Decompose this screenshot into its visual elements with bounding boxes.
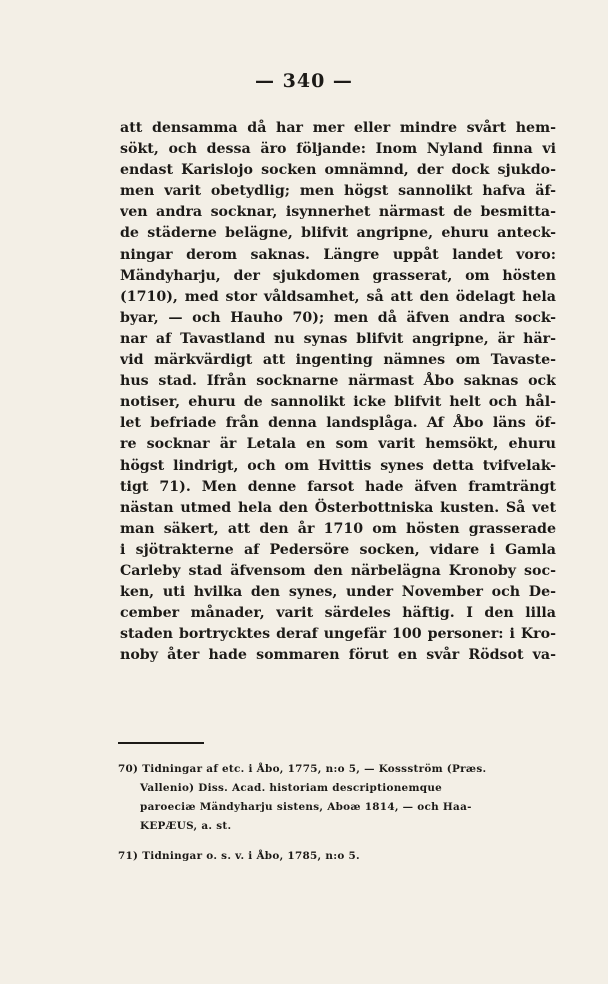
text-line: noby åter hade sommaren förut en svår Rödsot va- [120,647,556,664]
page-number: — 340 — [255,70,353,92]
text-line: högst lindrigt, och om Hvittis synes detta tvifvelak- [120,457,556,474]
text-line: vid märkvärdigt att ingenting nämnes om Tavaste- [120,352,556,369]
text-line: tigt 71). Men denne farsot hade äfven framträngt [120,478,556,495]
text-line: re socknar är Letala en som varit hemsökt, ehuru [120,436,556,453]
footnote-70-line: 70) Tidningar af etc. i Åbo, 1775, n:o 5, — Kossström (Præs. [118,763,487,775]
text-line: cember månader, varit särdeles häftig. I den lilla [120,605,556,622]
body-text [120,118,556,666]
text-line: Carleby stad äfvensom den närbelägna Kronoby soc- [120,562,556,579]
text-line: nästan utmed hela den Österbottniska kusten. Så vet [120,499,556,516]
text-line: ven andra socknar, isynnerhet närmast de besmitta- [120,204,556,221]
text-line: ningar derom saknas. Längre uppåt landet voro: [120,246,556,263]
text-line: sökt, och dessa äro följande: Inom Nyland finna vi [120,141,556,158]
text-line: hus stad. Ifrån socknarne närmast Åbo saknas ock [120,373,556,390]
text-line: men varit obetydlig; men högst sannolikt hafva äf- [120,183,556,200]
text-line: nar af Tavastland nu synas blifvit angripne, är här- [120,330,556,347]
footnote-divider [118,742,204,744]
text-line: let befriade från denna landsplåga. Af Åbo läns öf- [120,415,556,432]
text-line: staden bortrycktes deraf ungefär 100 personer: i Kro- [120,626,556,643]
footnote-71-line: 71) Tidningar o. s. v. i Åbo, 1785, n:o 5. [118,850,360,862]
text-line: byar, — och Hauho 70); men då äfven andra sock- [120,309,556,326]
text-line: de städerne belägne, blifvit angripne, ehuru anteck- [120,225,556,242]
text-line: man säkert, att den år 1710 om hösten grasserade [120,520,556,537]
footnote-spacer [118,836,556,847]
text-line: Mändyharju, der sjukdomen grasserat, om hösten [120,267,556,284]
footnotes [118,760,556,866]
footnote-70-line: Vallenio) Diss. Acad. historiam descriptionemque [140,782,443,794]
text-line: att densamma då har mer eller mindre svårt hem- [120,120,556,136]
text-line: notiser, ehuru de sannolikt icke blifvit helt och hål- [120,394,556,411]
text-line: ken, uti hvilka den synes, under November och De- [120,584,556,601]
text-line: endast Karislojo socken omnämnd, der dock sjukdo- [120,162,556,179]
footnote-70-line: KEPÆUS, a. st. [140,820,232,832]
text-line: (1710), med stor våldsamhet, så att den ödelagt hela [120,288,556,305]
text-line: i sjötrakterne af Pedersöre socken, vidare i Gamla [120,541,556,558]
footnote-70-line: paroeciæ Mändyharju sistens, Aboæ 1814, — och Haa- [140,801,472,813]
